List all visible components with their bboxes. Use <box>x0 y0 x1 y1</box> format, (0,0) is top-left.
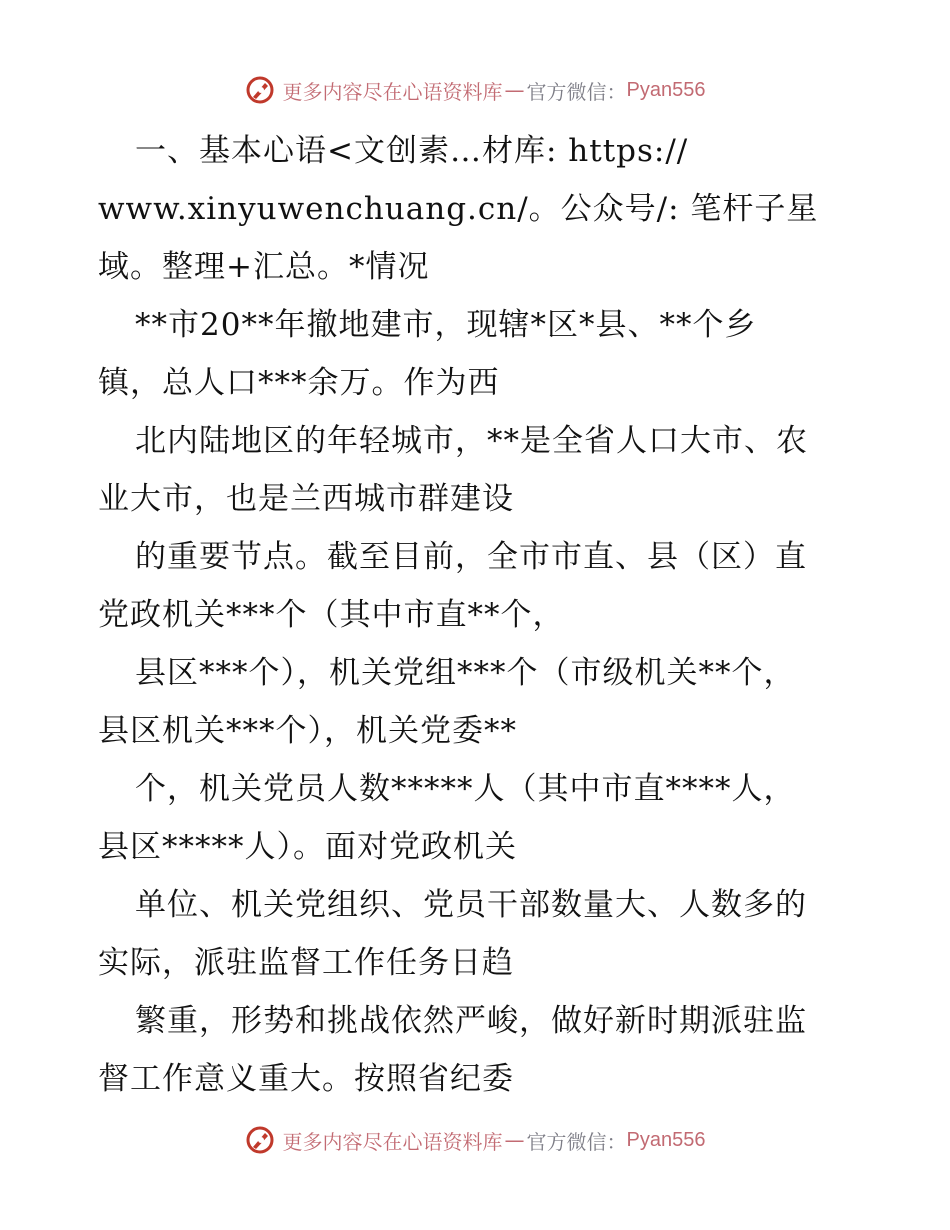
body-line: 督工作意义重大。按照省纪委 <box>98 1061 514 1097</box>
body-line: 的重要节点。截至目前，全市市直、县（区）直 <box>135 539 807 575</box>
body-line: 镇，总人口***余万。作为西 <box>98 365 500 401</box>
body-line: 业大市，也是兰西城市群建设 <box>98 481 514 517</box>
body-line: 县区*****人）。面对党政机关 <box>98 829 517 865</box>
watermark-wechat-label: 官方微信： <box>526 79 627 104</box>
pen-logo-icon <box>245 1125 275 1155</box>
watermark-wechat-id: Pyan556 <box>626 78 706 101</box>
pen-logo-icon <box>245 75 275 105</box>
body-line: 实际，派驻监督工作任务日趋 <box>98 945 514 981</box>
watermark-wechat-id: Pyan556 <box>626 1128 706 1151</box>
body-line: 个，机关党员人数*****人（其中市直****人， <box>135 771 796 807</box>
body-line: 北内陆地区的年轻城市，**是全省人口大市、农 <box>135 423 808 459</box>
watermark-dash: — <box>504 78 525 102</box>
body-line: 县区***个），机关党组***个（市级机关**个， <box>135 655 796 691</box>
body-line: www.xinyuwenchuang.cn/。公众号/: 笔杆子星 <box>98 191 819 227</box>
header-watermark <box>0 70 950 110</box>
body-line: 一、基本心语<文创素…材库: https:// <box>135 133 689 169</box>
body-line: 繁重，形势和挑战依然严峻，做好新时期派驻监 <box>135 1003 807 1039</box>
body-line: 党政机关***个（其中市直**个， <box>98 597 565 633</box>
body-line: **市20**年撤地建市，现辖*区*县、**个乡 <box>135 307 757 343</box>
body-line: 域。整理+汇总。*情况 <box>98 249 430 285</box>
watermark-main-text: 更多内容尽在心语资料库 <box>282 79 503 104</box>
watermark-wechat-label: 官方微信： <box>526 1129 627 1154</box>
footer-watermark <box>0 1120 950 1160</box>
watermark-main-text: 更多内容尽在心语资料库 <box>282 1129 503 1154</box>
body-line: 单位、机关党组织、党员干部数量大、人数多的 <box>135 887 807 923</box>
document-body <box>98 122 858 1108</box>
watermark-dash: — <box>504 1128 525 1152</box>
body-line: 县区机关***个），机关党委** <box>98 713 517 749</box>
